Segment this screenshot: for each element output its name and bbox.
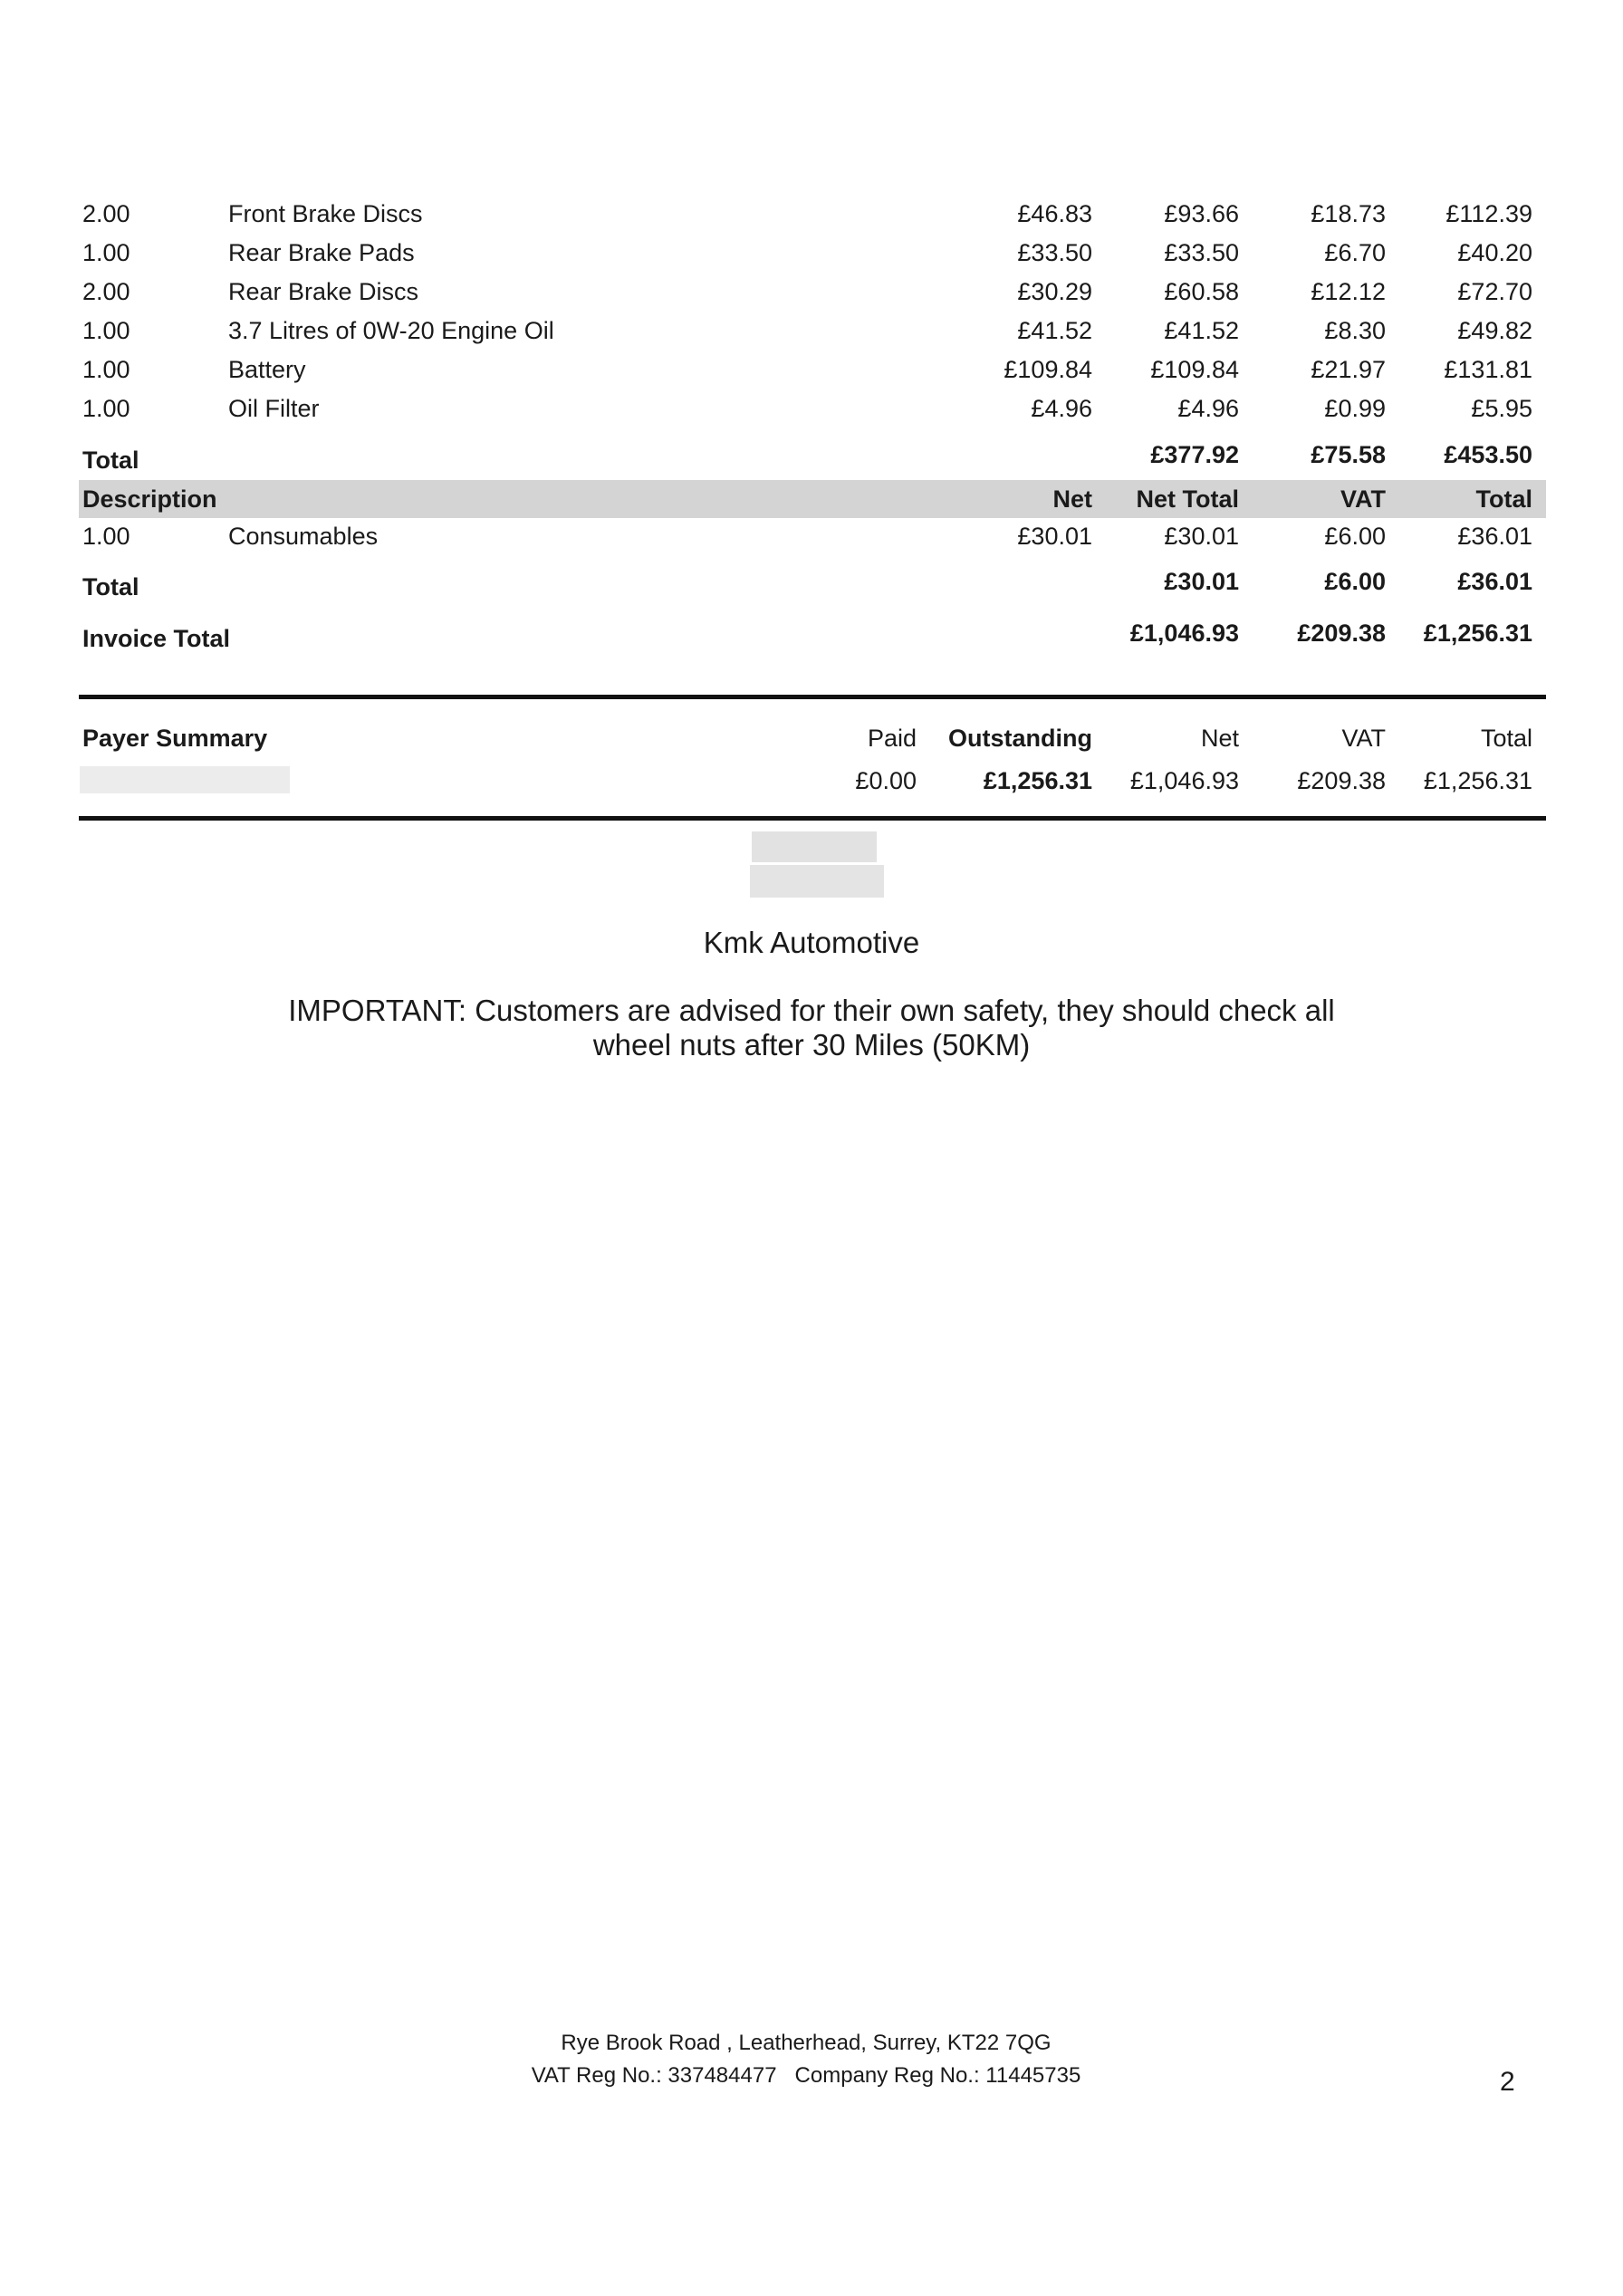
description: Rear Brake Discs (228, 278, 419, 305)
net: £41.52 (1017, 317, 1092, 344)
total: £5.95 (1471, 395, 1532, 422)
description: Battery (228, 356, 306, 383)
net-total: £377.92 (1150, 441, 1239, 468)
total-label: Total (82, 573, 139, 600)
parts-total-row (0, 440, 1623, 476)
invoice-net-total: £1,046.93 (1129, 620, 1239, 647)
net-total: £4.96 (1177, 395, 1239, 422)
header-vat: VAT (1341, 725, 1386, 752)
net-total: £30.01 (1164, 523, 1239, 550)
total: £36.01 (1457, 523, 1532, 550)
outstanding-value: £1,256.31 (983, 767, 1092, 794)
net-total: £109.84 (1150, 356, 1239, 383)
qty: 1.00 (82, 239, 130, 266)
divider-bottom (79, 816, 1546, 821)
vat: £21.97 (1311, 356, 1386, 383)
net-total: £41.52 (1164, 317, 1239, 344)
table-row (0, 196, 1623, 232)
total-label: Total (82, 447, 139, 474)
net-total: £60.58 (1164, 278, 1239, 305)
table-header-row (0, 481, 1623, 517)
header-description: Description (82, 485, 217, 513)
total: £40.20 (1457, 239, 1532, 266)
table-row (0, 235, 1623, 271)
header-total: Total (1475, 485, 1532, 513)
header-total: Total (1480, 725, 1532, 752)
invoice-total-row (0, 619, 1623, 655)
vat-value: £209.38 (1297, 767, 1386, 794)
header-net: Net (1200, 725, 1239, 752)
net-total: £30.01 (1164, 568, 1239, 595)
registration-numbers: VAT Reg No.: 337484477 Company Reg No.: 11445735 (531, 2063, 1081, 2088)
net: £33.50 (1017, 239, 1092, 266)
total: £49.82 (1457, 317, 1532, 344)
vat: £6.70 (1324, 239, 1386, 266)
redacted-block-bottom (750, 865, 884, 898)
paid-value: £0.00 (855, 767, 917, 794)
header-paid: Paid (867, 725, 917, 752)
header-net: Net (1052, 485, 1092, 513)
total: £112.39 (1445, 200, 1532, 227)
net: £109.84 (1004, 356, 1092, 383)
vat: £6.00 (1324, 568, 1386, 595)
company-name: Kmk Automotive (703, 926, 920, 959)
vat: £8.30 (1324, 317, 1386, 344)
payer-summary-header (0, 720, 1623, 756)
total-value: £1,256.31 (1423, 767, 1532, 794)
company-address: Rye Brook Road , Leatherhead, Surrey, KT22 7QG (561, 2031, 1052, 2055)
consumables-total-row (0, 567, 1623, 603)
qty: 1.00 (82, 395, 130, 422)
table-row (0, 390, 1623, 427)
total: £453.50 (1444, 441, 1532, 468)
invoice-grand-total: £1,256.31 (1423, 620, 1532, 647)
table-row (0, 518, 1623, 554)
net: £46.83 (1017, 200, 1092, 227)
description: Consumables (228, 523, 379, 550)
notice-line-2: wheel nuts after 30 Miles (50KM) (592, 1028, 1031, 1062)
net-total: £93.66 (1164, 200, 1239, 227)
payer-summary-title: Payer Summary (82, 725, 268, 752)
header-vat: VAT (1340, 485, 1386, 513)
invoice-total-label: Invoice Total (82, 625, 231, 652)
description: Oil Filter (228, 395, 320, 422)
total: £131.81 (1444, 356, 1532, 383)
description: Rear Brake Pads (228, 239, 415, 266)
net: £30.29 (1017, 278, 1092, 305)
net: £30.01 (1017, 523, 1092, 550)
header-outstanding: Outstanding (948, 725, 1092, 752)
notice-line-1: IMPORTANT: Customers are advised for their own safety, they should check all (288, 994, 1335, 1027)
table-row (0, 351, 1623, 388)
qty: 2.00 (82, 278, 130, 305)
description: 3.7 Litres of 0W-20 Engine Oil (228, 317, 554, 344)
vat: £6.00 (1324, 523, 1386, 550)
vat: £0.99 (1324, 395, 1386, 422)
page-number: 2 (1500, 2067, 1515, 2097)
table-row (0, 312, 1623, 349)
net-total: £33.50 (1164, 239, 1239, 266)
total: £72.70 (1457, 278, 1532, 305)
vat: £18.73 (1311, 200, 1386, 227)
qty: 2.00 (82, 200, 130, 227)
net-value: £1,046.93 (1129, 767, 1239, 794)
description: Front Brake Discs (228, 200, 423, 227)
table-row (0, 274, 1623, 310)
qty: 1.00 (82, 317, 130, 344)
qty: 1.00 (82, 356, 130, 383)
header-net-total: Net Total (1136, 485, 1239, 513)
qty: 1.00 (82, 523, 130, 550)
total: £36.01 (1457, 568, 1532, 595)
redacted-block-top (752, 831, 877, 862)
vat: £12.12 (1311, 278, 1386, 305)
divider-top (79, 695, 1546, 699)
vat: £75.58 (1311, 441, 1386, 468)
payer-summary-values (0, 763, 1623, 799)
invoice-vat: £209.38 (1297, 620, 1386, 647)
net: £4.96 (1031, 395, 1092, 422)
